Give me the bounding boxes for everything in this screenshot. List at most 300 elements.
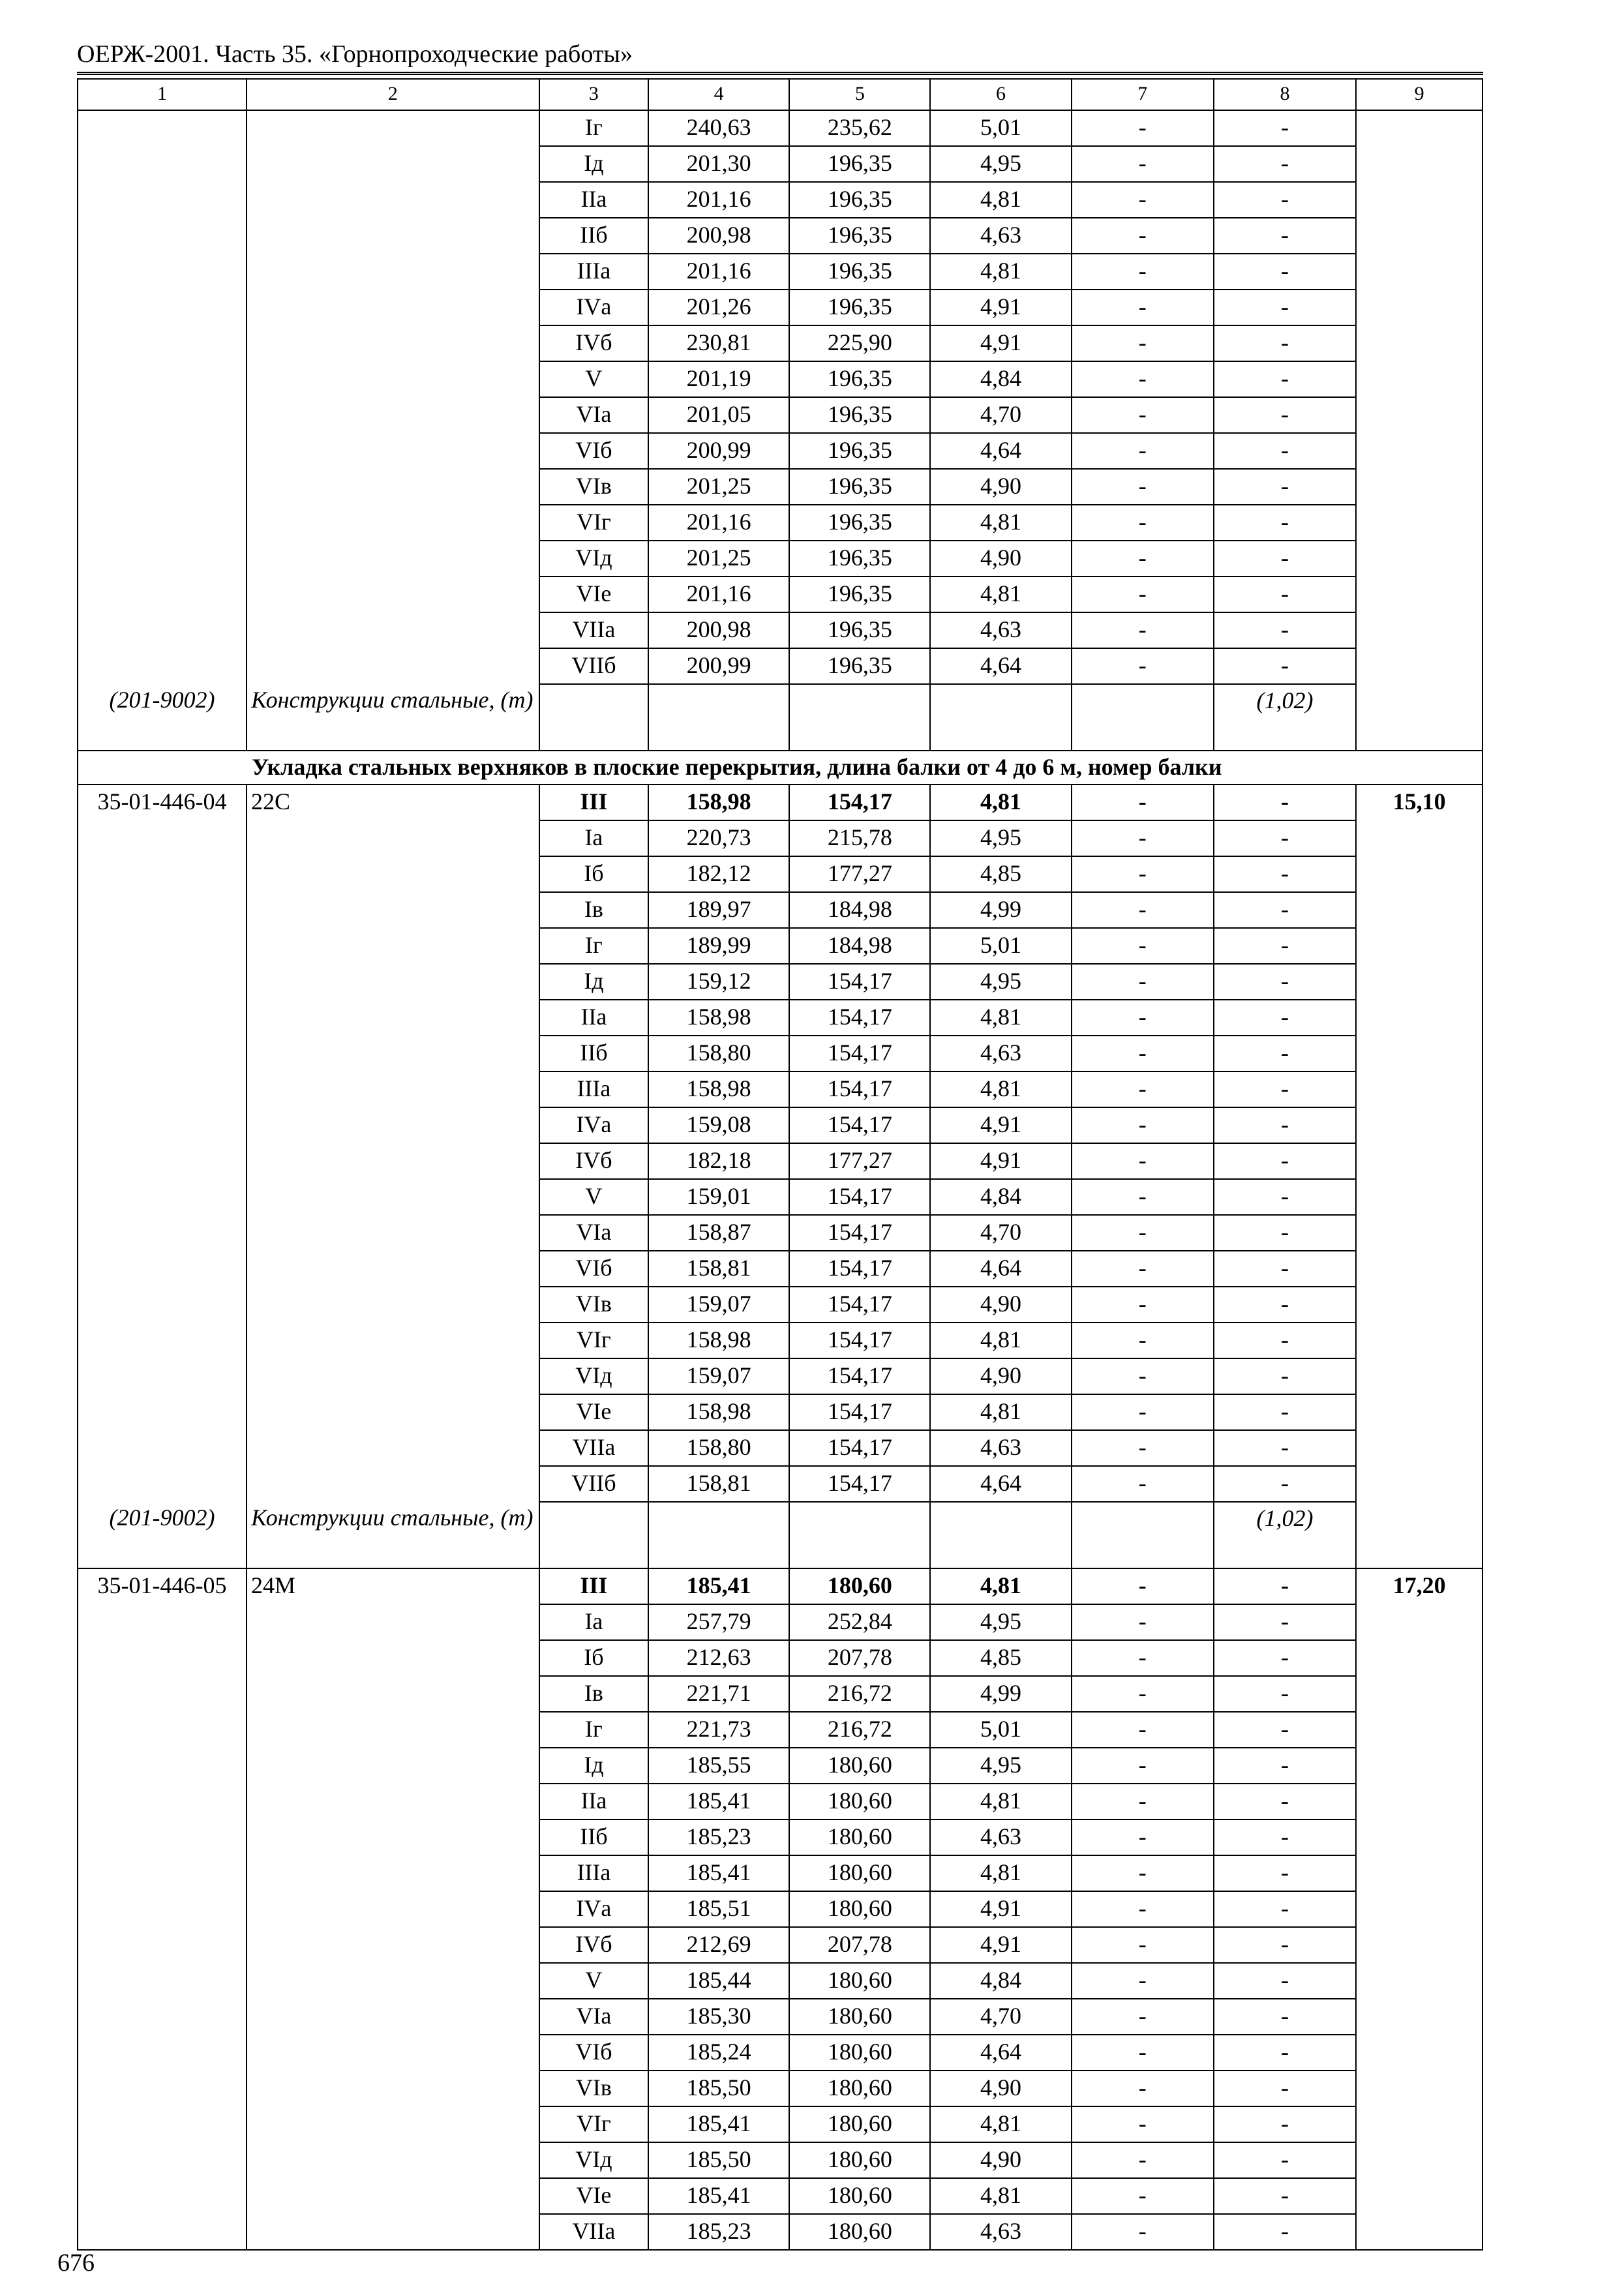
material-note-row [78, 1502, 1482, 1568]
total-cost-cell: 158,81 [648, 1466, 789, 1502]
labor-cost-cell: 154,17 [789, 1107, 930, 1143]
category-cell: IVа [539, 290, 648, 325]
category-cell: VIб [539, 2035, 648, 2071]
column-7-cell: - [1072, 1430, 1214, 1466]
category-cell: IIб [539, 1819, 648, 1855]
labor-cost-cell: 154,17 [789, 1215, 930, 1251]
column-7-cell: - [1072, 2214, 1214, 2250]
table-row [78, 325, 1482, 361]
rate-name-cell [247, 1604, 539, 1640]
rate-name-cell [247, 1640, 539, 1676]
machine-cost-cell: 4,91 [930, 290, 1071, 325]
machine-cost-cell: 4,90 [930, 2142, 1071, 2178]
total-cost-cell: 189,99 [648, 928, 789, 964]
empty-cell [1072, 1502, 1214, 1568]
rates-table [77, 78, 1483, 2251]
category-cell: Iд [539, 146, 648, 182]
category-cell: VIа [539, 1999, 648, 2035]
column-8-cell: - [1214, 146, 1356, 182]
rate-name-cell [247, 361, 539, 397]
total-cost-cell: 185,41 [648, 1568, 789, 1604]
column-7-cell: - [1072, 1000, 1214, 1036]
column-7-cell: - [1072, 1604, 1214, 1640]
total-cost-cell: 182,12 [648, 856, 789, 892]
column-9-cell [1356, 964, 1482, 1000]
column-9-cell [1356, 1430, 1482, 1466]
rate-code-cell [78, 1358, 247, 1394]
rate-code-cell [78, 1604, 247, 1640]
column-8-cell: - [1214, 2106, 1356, 2142]
machine-cost-cell: 5,01 [930, 110, 1071, 146]
labor-cost-cell: 180,60 [789, 2035, 930, 2071]
table-row [78, 648, 1482, 684]
rate-code-cell [78, 612, 247, 648]
labor-cost-cell: 154,17 [789, 1071, 930, 1107]
table-row [78, 1287, 1482, 1323]
column-9-cell [1356, 218, 1482, 254]
column-9-cell [1356, 1251, 1482, 1287]
material-name: Конструкции стальные, (т) [247, 1502, 539, 1568]
category-cell: Iд [539, 964, 648, 1000]
labor-cost-cell: 154,17 [789, 1430, 930, 1466]
rate-code-cell [78, 2106, 247, 2142]
labor-cost-cell: 196,35 [789, 433, 930, 469]
column-9-cell [1356, 576, 1482, 612]
rate-code-cell [78, 1000, 247, 1036]
column-7-cell: - [1072, 964, 1214, 1000]
table-row [78, 576, 1482, 612]
column-9-cell [1356, 254, 1482, 290]
column-8-cell: - [1214, 1287, 1356, 1323]
column-8-cell: - [1214, 290, 1356, 325]
column-8-cell: - [1214, 2142, 1356, 2178]
total-cost-cell: 200,99 [648, 433, 789, 469]
rate-code-cell [78, 1855, 247, 1891]
rate-code-cell [78, 218, 247, 254]
column-8-cell: - [1214, 820, 1356, 856]
column-9-cell [1356, 397, 1482, 433]
column-9-cell [1356, 1179, 1482, 1215]
rate-code-cell [78, 1676, 247, 1712]
column-number: 1 [78, 79, 247, 110]
column-8-cell: - [1214, 1107, 1356, 1143]
labor-cost-cell: 235,62 [789, 110, 930, 146]
total-cost-cell: 185,23 [648, 2214, 789, 2250]
total-cost-cell: 185,44 [648, 1963, 789, 1999]
column-number: 3 [539, 79, 648, 110]
column-7-cell: - [1072, 1251, 1214, 1287]
column-7-cell: - [1072, 1784, 1214, 1819]
column-9-cell [1356, 1394, 1482, 1430]
column-7-cell: - [1072, 1891, 1214, 1927]
total-cost-cell: 201,16 [648, 254, 789, 290]
column-7-cell: - [1072, 576, 1214, 612]
column-8-cell: - [1214, 2214, 1356, 2250]
column-7-cell: - [1072, 2071, 1214, 2106]
labor-cost-cell: 154,17 [789, 964, 930, 1000]
machine-cost-cell: 4,91 [930, 1927, 1071, 1963]
empty-cell [539, 684, 648, 751]
category-cell: VIв [539, 1287, 648, 1323]
rate-code-cell [78, 325, 247, 361]
total-cost-cell: 158,98 [648, 1071, 789, 1107]
category-cell: V [539, 361, 648, 397]
rate-code-cell [78, 1927, 247, 1963]
rate-code-cell [78, 433, 247, 469]
category-cell: IVб [539, 325, 648, 361]
total-cost-cell: 185,24 [648, 2035, 789, 2071]
column-number: 8 [1214, 79, 1356, 110]
column-9-cell [1356, 1036, 1482, 1071]
rate-code-cell [78, 541, 247, 576]
rate-name-cell [247, 1143, 539, 1179]
rate-code-cell [78, 290, 247, 325]
column-7-cell: - [1072, 1036, 1214, 1071]
column-7-cell: - [1072, 892, 1214, 928]
column-8-cell: - [1214, 1891, 1356, 1927]
category-cell: VIа [539, 1215, 648, 1251]
column-8-cell: - [1214, 110, 1356, 146]
machine-cost-cell: 4,63 [930, 218, 1071, 254]
total-cost-cell: 201,19 [648, 361, 789, 397]
rate-code-cell [78, 1071, 247, 1107]
column-7-cell: - [1072, 785, 1214, 820]
labor-cost-cell: 180,60 [789, 1819, 930, 1855]
table-row [78, 1819, 1482, 1855]
column-7-cell: - [1072, 928, 1214, 964]
column-9-cell [1356, 892, 1482, 928]
material-code: (201-9002) [78, 1502, 247, 1568]
rates-table-body [78, 79, 1482, 2250]
column-8-cell: - [1214, 1999, 1356, 2035]
machine-cost-cell: 4,81 [930, 2178, 1071, 2214]
column-8-cell: - [1214, 1071, 1356, 1107]
category-cell: VIIа [539, 2214, 648, 2250]
column-7-cell: - [1072, 612, 1214, 648]
empty-cell [789, 684, 930, 751]
column-9-cell: 17,20 [1356, 1568, 1482, 1604]
column-7-cell: - [1072, 182, 1214, 218]
material-quantity: (1,02) [1214, 684, 1356, 751]
total-cost-cell: 200,98 [648, 218, 789, 254]
total-cost-cell: 230,81 [648, 325, 789, 361]
column-8-cell: - [1214, 361, 1356, 397]
column-7-cell: - [1072, 1676, 1214, 1712]
machine-cost-cell: 4,95 [930, 1748, 1071, 1784]
rate-code-cell [78, 1323, 247, 1358]
column-9-cell [1356, 1358, 1482, 1394]
rate-name-cell [247, 1676, 539, 1712]
rate-name-cell [247, 1927, 539, 1963]
column-7-cell: - [1072, 2035, 1214, 2071]
column-7-cell: - [1072, 1287, 1214, 1323]
labor-cost-cell: 196,35 [789, 397, 930, 433]
machine-cost-cell: 4,84 [930, 361, 1071, 397]
labor-cost-cell: 154,17 [789, 1036, 930, 1071]
rate-code-cell [78, 146, 247, 182]
column-9-cell [1356, 1071, 1482, 1107]
rate-name-cell [247, 1323, 539, 1358]
category-cell: IVб [539, 1927, 648, 1963]
column-8-cell: - [1214, 648, 1356, 684]
labor-cost-cell: 180,60 [789, 1963, 930, 1999]
rate-name-cell [247, 1891, 539, 1927]
category-cell: Iг [539, 928, 648, 964]
rate-name-cell [247, 1819, 539, 1855]
total-cost-cell: 185,41 [648, 2178, 789, 2214]
rate-code-cell [78, 2035, 247, 2071]
machine-cost-cell: 4,63 [930, 2214, 1071, 2250]
column-8-cell: - [1214, 1819, 1356, 1855]
column-8-cell: - [1214, 1179, 1356, 1215]
table-row [78, 433, 1482, 469]
table-row [78, 1676, 1482, 1712]
empty-cell [789, 1502, 930, 1568]
table-row [78, 1179, 1482, 1215]
rate-code-cell [78, 397, 247, 433]
column-7-cell: - [1072, 433, 1214, 469]
category-cell: V [539, 1963, 648, 1999]
rate-code-cell [78, 1287, 247, 1323]
column-9-cell [1356, 146, 1482, 182]
labor-cost-cell: 154,17 [789, 785, 930, 820]
total-cost-cell: 159,12 [648, 964, 789, 1000]
category-cell: III [539, 1568, 648, 1604]
labor-cost-cell: 196,35 [789, 541, 930, 576]
table-row [78, 182, 1482, 218]
machine-cost-cell: 4,81 [930, 182, 1071, 218]
machine-cost-cell: 4,84 [930, 1963, 1071, 1999]
rate-code-cell [78, 505, 247, 541]
category-cell: Iб [539, 1640, 648, 1676]
page-title: ОЕРЖ-2001. Часть 35. «Горнопроходческие работы» [77, 40, 633, 68]
labor-cost-cell: 180,60 [789, 1568, 930, 1604]
column-7-cell: - [1072, 254, 1214, 290]
column-9-cell [1356, 1215, 1482, 1251]
category-cell: Iв [539, 1676, 648, 1712]
rate-name-cell [247, 2178, 539, 2214]
rate-code-cell [78, 1107, 247, 1143]
column-7-cell: - [1072, 1323, 1214, 1358]
total-cost-cell: 185,23 [648, 1819, 789, 1855]
column-8-cell: - [1214, 1712, 1356, 1748]
column-8-cell: - [1214, 1036, 1356, 1071]
machine-cost-cell: 4,91 [930, 1143, 1071, 1179]
table-row [78, 1430, 1482, 1466]
column-number: 6 [930, 79, 1071, 110]
total-cost-cell: 240,63 [648, 110, 789, 146]
rate-code-cell [78, 2071, 247, 2106]
machine-cost-cell: 4,90 [930, 1287, 1071, 1323]
category-cell: VIв [539, 469, 648, 505]
empty-cell [1072, 684, 1214, 751]
machine-cost-cell: 4,81 [930, 785, 1071, 820]
column-7-cell: - [1072, 2178, 1214, 2214]
table-row [78, 1358, 1482, 1394]
rate-name-cell [247, 2071, 539, 2106]
column-8-cell: - [1214, 1748, 1356, 1784]
category-cell: Iд [539, 1748, 648, 1784]
total-cost-cell: 201,30 [648, 146, 789, 182]
labor-cost-cell: 154,17 [789, 1251, 930, 1287]
column-7-cell: - [1072, 1179, 1214, 1215]
rate-code-cell [78, 2214, 247, 2250]
machine-cost-cell: 4,95 [930, 820, 1071, 856]
column-8-cell: - [1214, 541, 1356, 576]
column-8-cell: - [1214, 469, 1356, 505]
table-row [78, 1963, 1482, 1999]
rate-code-cell [78, 1891, 247, 1927]
column-8-cell: - [1214, 1568, 1356, 1604]
category-cell: IVб [539, 1143, 648, 1179]
rate-code-cell [78, 576, 247, 612]
column-7-cell: - [1072, 1071, 1214, 1107]
rate-code-cell [78, 1430, 247, 1466]
column-9-cell [1356, 1466, 1482, 1502]
category-cell: III [539, 785, 648, 820]
total-cost-cell: 185,41 [648, 1855, 789, 1891]
rate-code-cell [78, 928, 247, 964]
rate-name-cell [247, 254, 539, 290]
rate-code-cell [78, 254, 247, 290]
total-cost-cell: 185,50 [648, 2142, 789, 2178]
column-8-cell: - [1214, 505, 1356, 541]
category-cell: V [539, 1179, 648, 1215]
total-cost-cell: 185,55 [648, 1748, 789, 1784]
labor-cost-cell: 207,78 [789, 1640, 930, 1676]
rate-code-cell [78, 1036, 247, 1071]
rate-code-cell [78, 820, 247, 856]
labor-cost-cell: 154,17 [789, 1358, 930, 1394]
labor-cost-cell: 252,84 [789, 1604, 930, 1640]
machine-cost-cell: 5,01 [930, 1712, 1071, 1748]
column-9-cell [1356, 1999, 1482, 2035]
column-9-cell [1356, 361, 1482, 397]
labor-cost-cell: 180,60 [789, 1855, 930, 1891]
rate-name-cell [247, 820, 539, 856]
column-7-cell: - [1072, 290, 1214, 325]
column-7-cell: - [1072, 1819, 1214, 1855]
total-cost-cell: 201,25 [648, 469, 789, 505]
rate-name-cell: 22С [247, 785, 539, 820]
rate-name-cell [247, 1000, 539, 1036]
column-8-cell: - [1214, 182, 1356, 218]
category-cell: IVа [539, 1891, 648, 1927]
labor-cost-cell: 180,60 [789, 2142, 930, 2178]
total-cost-cell: 201,25 [648, 541, 789, 576]
column-7-cell: - [1072, 856, 1214, 892]
column-8-cell: - [1214, 1394, 1356, 1430]
column-7-cell: - [1072, 2106, 1214, 2142]
machine-cost-cell: 4,81 [930, 2106, 1071, 2142]
rate-name-cell [247, 1394, 539, 1430]
rate-code-cell [78, 856, 247, 892]
column-8-cell: - [1214, 1143, 1356, 1179]
category-cell: IIа [539, 1000, 648, 1036]
rate-name-cell [247, 648, 539, 684]
total-cost-cell: 212,69 [648, 1927, 789, 1963]
table-row [78, 1855, 1482, 1891]
rate-name-cell [247, 1748, 539, 1784]
table-row [78, 1143, 1482, 1179]
material-code: (201-9002) [78, 684, 247, 751]
column-8-cell: - [1214, 2071, 1356, 2106]
table-row [78, 218, 1482, 254]
rate-code-cell [78, 964, 247, 1000]
total-cost-cell: 200,98 [648, 612, 789, 648]
column-9-cell [1356, 469, 1482, 505]
machine-cost-cell: 4,64 [930, 1466, 1071, 1502]
rate-name-cell [247, 2035, 539, 2071]
total-cost-cell: 185,30 [648, 1999, 789, 2035]
column-9-cell [1356, 2035, 1482, 2071]
labor-cost-cell: 154,17 [789, 1394, 930, 1430]
column-8-cell: - [1214, 1358, 1356, 1394]
table-row [78, 1323, 1482, 1358]
table-row [78, 2214, 1482, 2250]
column-7-cell: - [1072, 1358, 1214, 1394]
rate-name-cell [247, 1712, 539, 1748]
labor-cost-cell: 180,60 [789, 1999, 930, 2035]
table-row [78, 1712, 1482, 1748]
column-9-cell [1356, 290, 1482, 325]
empty-cell [930, 684, 1071, 751]
labor-cost-cell: 196,35 [789, 505, 930, 541]
table-row [78, 361, 1482, 397]
total-cost-cell: 158,98 [648, 1394, 789, 1430]
column-9-cell [1356, 182, 1482, 218]
rate-code-cell [78, 1999, 247, 2035]
column-8-cell: - [1214, 325, 1356, 361]
table-row [78, 856, 1482, 892]
total-cost-cell: 200,99 [648, 648, 789, 684]
table-row [78, 1927, 1482, 1963]
rate-code-cell [78, 110, 247, 146]
machine-cost-cell: 4,70 [930, 1215, 1071, 1251]
column-number-row [78, 79, 1482, 110]
machine-cost-cell: 4,64 [930, 648, 1071, 684]
column-number: 2 [247, 79, 539, 110]
column-9-cell [1356, 505, 1482, 541]
category-cell: IIб [539, 218, 648, 254]
column-7-cell: - [1072, 110, 1214, 146]
machine-cost-cell: 5,01 [930, 928, 1071, 964]
column-8-cell: - [1214, 785, 1356, 820]
rate-name-cell [247, 290, 539, 325]
column-9-cell [1356, 1604, 1482, 1640]
table-row [78, 1604, 1482, 1640]
column-9-cell [1356, 1712, 1482, 1748]
column-7-cell: - [1072, 1927, 1214, 1963]
category-cell: Iв [539, 892, 648, 928]
rate-code-cell [78, 1963, 247, 1999]
labor-cost-cell: 154,17 [789, 1323, 930, 1358]
column-9-cell [1356, 820, 1482, 856]
table-row [78, 290, 1482, 325]
rate-code-cell [78, 182, 247, 218]
category-cell: IIIа [539, 254, 648, 290]
table-row [78, 820, 1482, 856]
category-cell: VIд [539, 2142, 648, 2178]
column-9-cell [1356, 2071, 1482, 2106]
table-row [78, 1748, 1482, 1784]
column-7-cell: - [1072, 218, 1214, 254]
column-7-cell: - [1072, 1568, 1214, 1604]
category-cell: VIIа [539, 612, 648, 648]
total-cost-cell: 158,87 [648, 1215, 789, 1251]
total-cost-cell: 158,81 [648, 1251, 789, 1287]
column-8-cell: - [1214, 1676, 1356, 1712]
